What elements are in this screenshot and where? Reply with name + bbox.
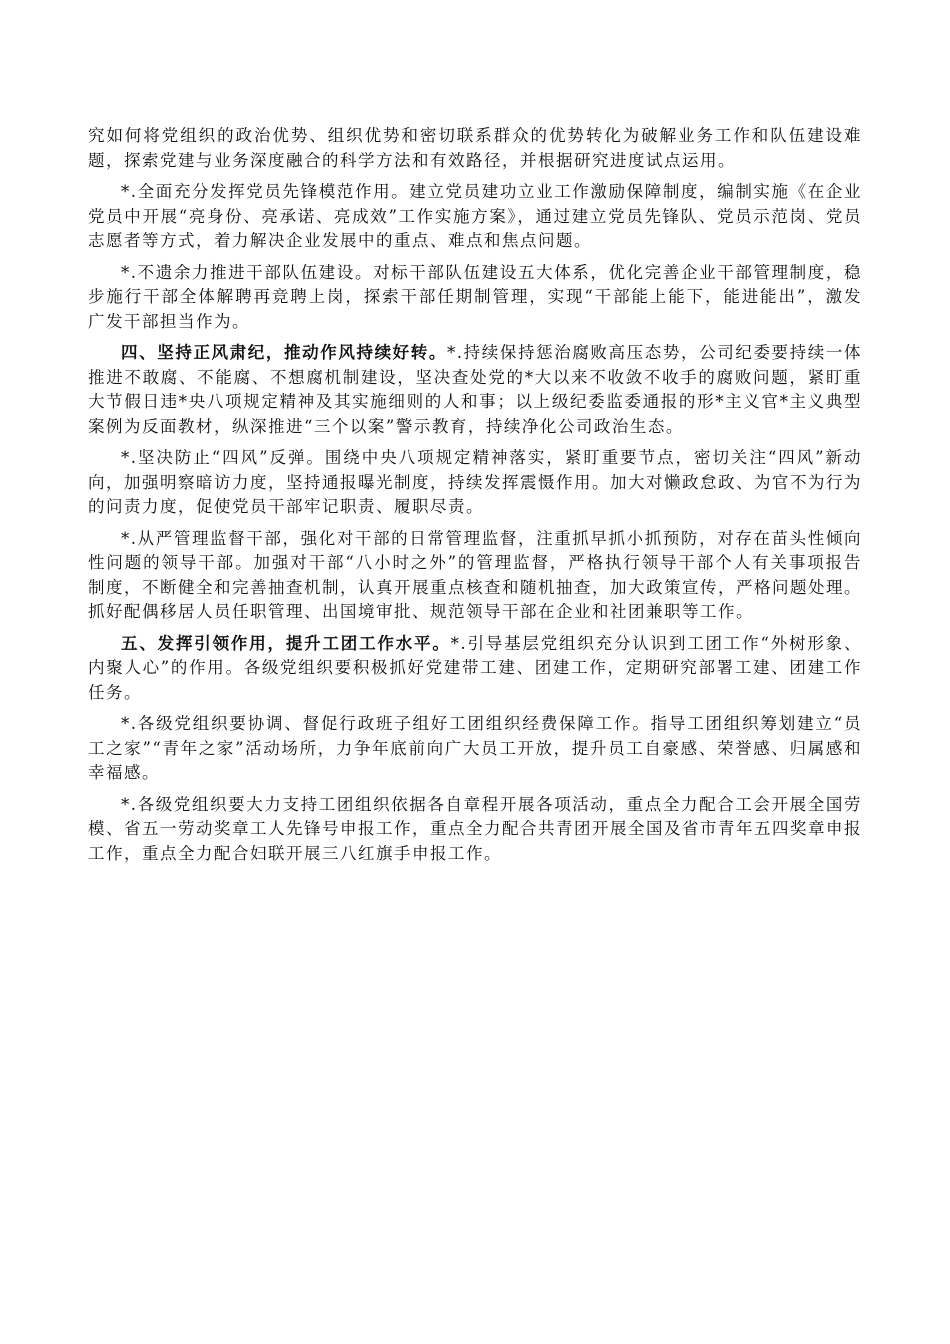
section-4-heading: 四、坚持正风肃纪，推动作风持续好转。 (121, 343, 448, 362)
section-5-text: *.引导基层党组织充分认识到工团工作“外树形象、内聚人心”的作用。各级党组织要积极抓好党建带工建、团建工作，定期研究部署工建、团建工作任务。 (88, 633, 862, 702)
section-5-paragraph (88, 632, 862, 706)
paragraph-5 (88, 446, 862, 520)
document-body (88, 124, 862, 873)
paragraph-1-text: 究如何将党组织的政治优势、组织优势和密切联系群众的优势转化为破解业务工作和队伍建设难题，探索党建与业务深度融合的科学方法和有效路径，并根据研究进度试点运用。 (88, 126, 862, 170)
paragraph-9 (88, 793, 862, 867)
section-5-heading: 五、发挥引领作用，提升工团工作水平。 (121, 633, 451, 653)
paragraph-2-text: *.全面充分发挥党员先锋模范作用。建立党员建功立业工作激励保障制度，编制实施《在企业党员中开展“亮身份、亮承诺、亮成效”工作实施方案》，通过建立党员先锋队、党员示范岗、党员志愿者等方式，着力解决企业发展中的重点、难点和焦点问题。 (88, 182, 862, 250)
paragraph-5-text: *.坚决防止“四风”反弹。围绕中央八项规定精神落实，紧盯重要节点，密切关注“四风”新动向，加强明察暗访力度，坚持通报曝光制度，持续发挥震慑作用。加大对懒政怠政、为官不为行为的问责力度，促使党员干部牢记职责、履职尽责。 (88, 448, 862, 516)
section-4-paragraph (88, 341, 862, 439)
paragraph-9-text: *.各级党组织要大力支持工团组织依据各自章程开展各项活动，重点全力配合工会开展全国劳模、省五一劳动奖章工人先锋号申报工作，重点全力配合共青团开展全国及省市青年五四奖章申报工作，重点全力配合妇联开展三八红旗手申报工作。 (88, 794, 862, 863)
paragraph-3 (88, 261, 862, 335)
paragraph-6-text: *.从严管理监督干部，强化对干部的日常管理监督，注重抓早抓小抓预防，对存在苗头性倾向性问题的领导干部。加强对干部“八小时之外”的管理监督，严格执行领导干部个人有关事项报告制度，不断健全和完善抽查机制，认真开展重点核查和随机抽查，加大政策宣传，严格问题处理。抓好配偶移居人员任职管理、出国境审批、规范领导干部在企业和社团兼职等工作。 (88, 528, 862, 621)
paragraph-8 (88, 712, 862, 786)
paragraph-2 (88, 180, 862, 254)
paragraph-1 (88, 124, 862, 173)
paragraph-3-text: *.不遗余力推进干部队伍建设。对标干部队伍建设五大体系，优化完善企业干部管理制度，稳步施行干部全体解聘再竞聘上岗，探索干部任期制管理，实现“干部能上能下，能进能出”，激发广发干部担当作为。 (88, 262, 862, 331)
paragraph-8-text: *.各级党组织要协调、督促行政班子组好工团组织经费保障工作。指导工团组织筹划建立“员工之家”“青年之家”活动场所，力争年底前向广大员工开放，提升员工自豪感、荣誉感、归属感和幸福感。 (88, 714, 862, 782)
section-4-text: *.持续保持惩治腐败高压态势，公司纪委要持续一体推进不敢腐、不能腐、不想腐机制建设，坚决查处党的*大以来不收敛不收手的腐败问题，紧盯重大节假日违*央八项规定精神及其实施细则的人和事；以上级纪委监委通报的形*主义官*主义典型案例为反面教材，纵深推进“三个以案”警示教育，持续净化公司政治生态。 (88, 343, 863, 436)
paragraph-6 (88, 527, 862, 625)
